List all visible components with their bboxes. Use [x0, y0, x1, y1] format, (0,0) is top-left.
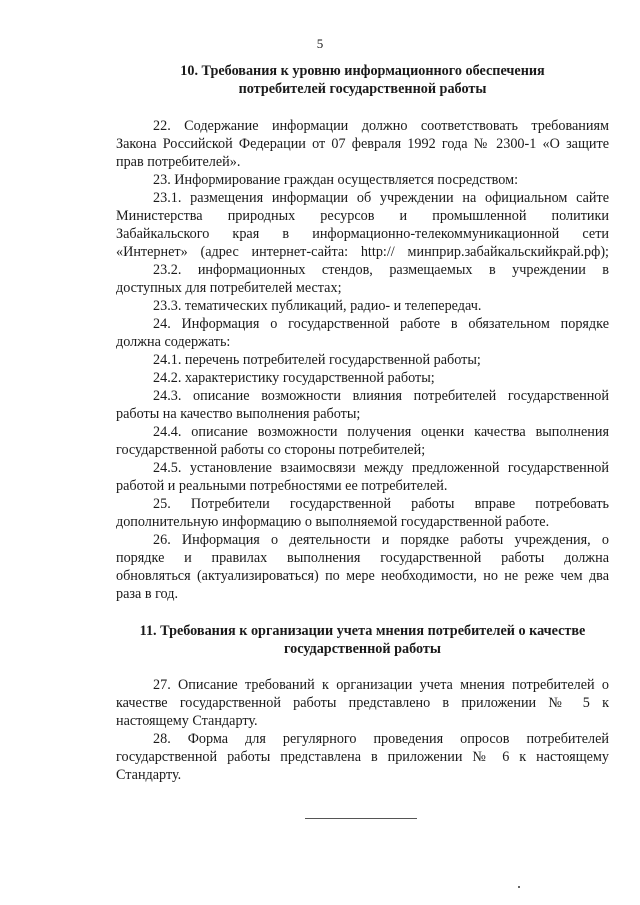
paragraph-line: качестве государственной работы представлено в приложении № 5 к	[116, 695, 609, 711]
paragraph-line: 26. Информация о деятельности и порядке работы учреждения, о	[153, 532, 609, 548]
paragraph-line: раза в год.	[116, 586, 179, 602]
paragraph-line: Забайкальского края в информационно-телекоммуникационной сети	[116, 226, 609, 242]
paragraph-line: 25. Потребители государственной работы вправе потребовать	[153, 496, 609, 512]
paragraph-line: 24. Информация о государственной работе в обязательном порядке	[153, 316, 609, 332]
paragraph-line: 23.2. информационных стендов, размещаемых в учреждении в	[153, 262, 609, 278]
section-11-heading	[116, 622, 609, 658]
paragraph-line: 27. Описание требований к организации учета мнения потребителей о	[153, 677, 609, 693]
paragraph-line: Стандарту.	[116, 767, 182, 783]
paragraph-line: работы на качество выполнения работы;	[116, 406, 361, 422]
paragraph-line: государственной работы представлена в приложении № 6 к настоящему	[116, 749, 609, 765]
paragraph-line: 28. Форма для регулярного проведения опросов потребителей	[153, 731, 609, 747]
paragraph-line: 23.3. тематических публикаций, радио- и телепередач.	[153, 298, 482, 314]
paragraph-line: 24.4. описание возможности получения оценки качества выполнения	[153, 424, 609, 440]
paragraph-line: порядке и правилах выполнения государственной работы должна	[116, 550, 609, 566]
paragraph-line: 24.3. описание возможности влияния потребителей государственной	[153, 388, 609, 404]
paragraph-line: 23.1. размещения информации об учреждении на официальном сайте	[153, 190, 609, 206]
paragraph-line: 23. Информирование граждан осуществляется посредством:	[153, 172, 519, 188]
paragraph-line: 22. Содержание информации должно соответствовать требованиям	[153, 118, 609, 134]
paragraph-line: Закона Российской Федерации от 07 февраля 1992 года № 2300-1 «О защите	[116, 136, 609, 152]
paragraph-line: 24.1. перечень потребителей государственной работы;	[153, 352, 481, 368]
paragraph-line: дополнительную информацию о выполняемой государственной работе.	[116, 514, 550, 530]
paragraph-line: «Интернет» (адрес интернет-сайта: http:// минприр.забайкальскийкрай.рф);	[116, 244, 609, 260]
heading-line: 11. Требования к организации учета мнения потребителей о качестве	[139, 623, 586, 639]
paragraph-line: доступных для потребителей местах;	[116, 280, 342, 296]
paragraph-line: настоящему Стандарту.	[116, 713, 258, 729]
heading-line: государственной работы	[284, 641, 441, 657]
paragraph-line: 24.2. характеристику государственной работы;	[153, 370, 435, 386]
paragraph-line: работой и реальными потребностями ее потребителей.	[116, 478, 448, 494]
paragraph-line: прав потребителей».	[116, 154, 241, 170]
paragraph-line: Министерства природных ресурсов и промышленной политики	[116, 208, 609, 224]
heading-line: потребителей государственной работы	[238, 81, 487, 97]
page-number: 5	[316, 36, 324, 51]
paragraph-line: 24.5. установление взаимосвязи между предложенной государственной	[153, 460, 609, 476]
paragraph-line: должна содержать:	[116, 334, 231, 350]
signature-line	[305, 818, 417, 819]
scan-speck	[518, 886, 520, 888]
paragraph-line: государственной работы со стороны потребителей;	[116, 442, 426, 458]
section-10-heading	[116, 62, 609, 98]
paragraph-line: обновляться (актуализироваться) по мере необходимости, но не реже чем два	[116, 568, 609, 584]
heading-line: 10. Требования к уровню информационного обеспечения	[180, 63, 545, 79]
